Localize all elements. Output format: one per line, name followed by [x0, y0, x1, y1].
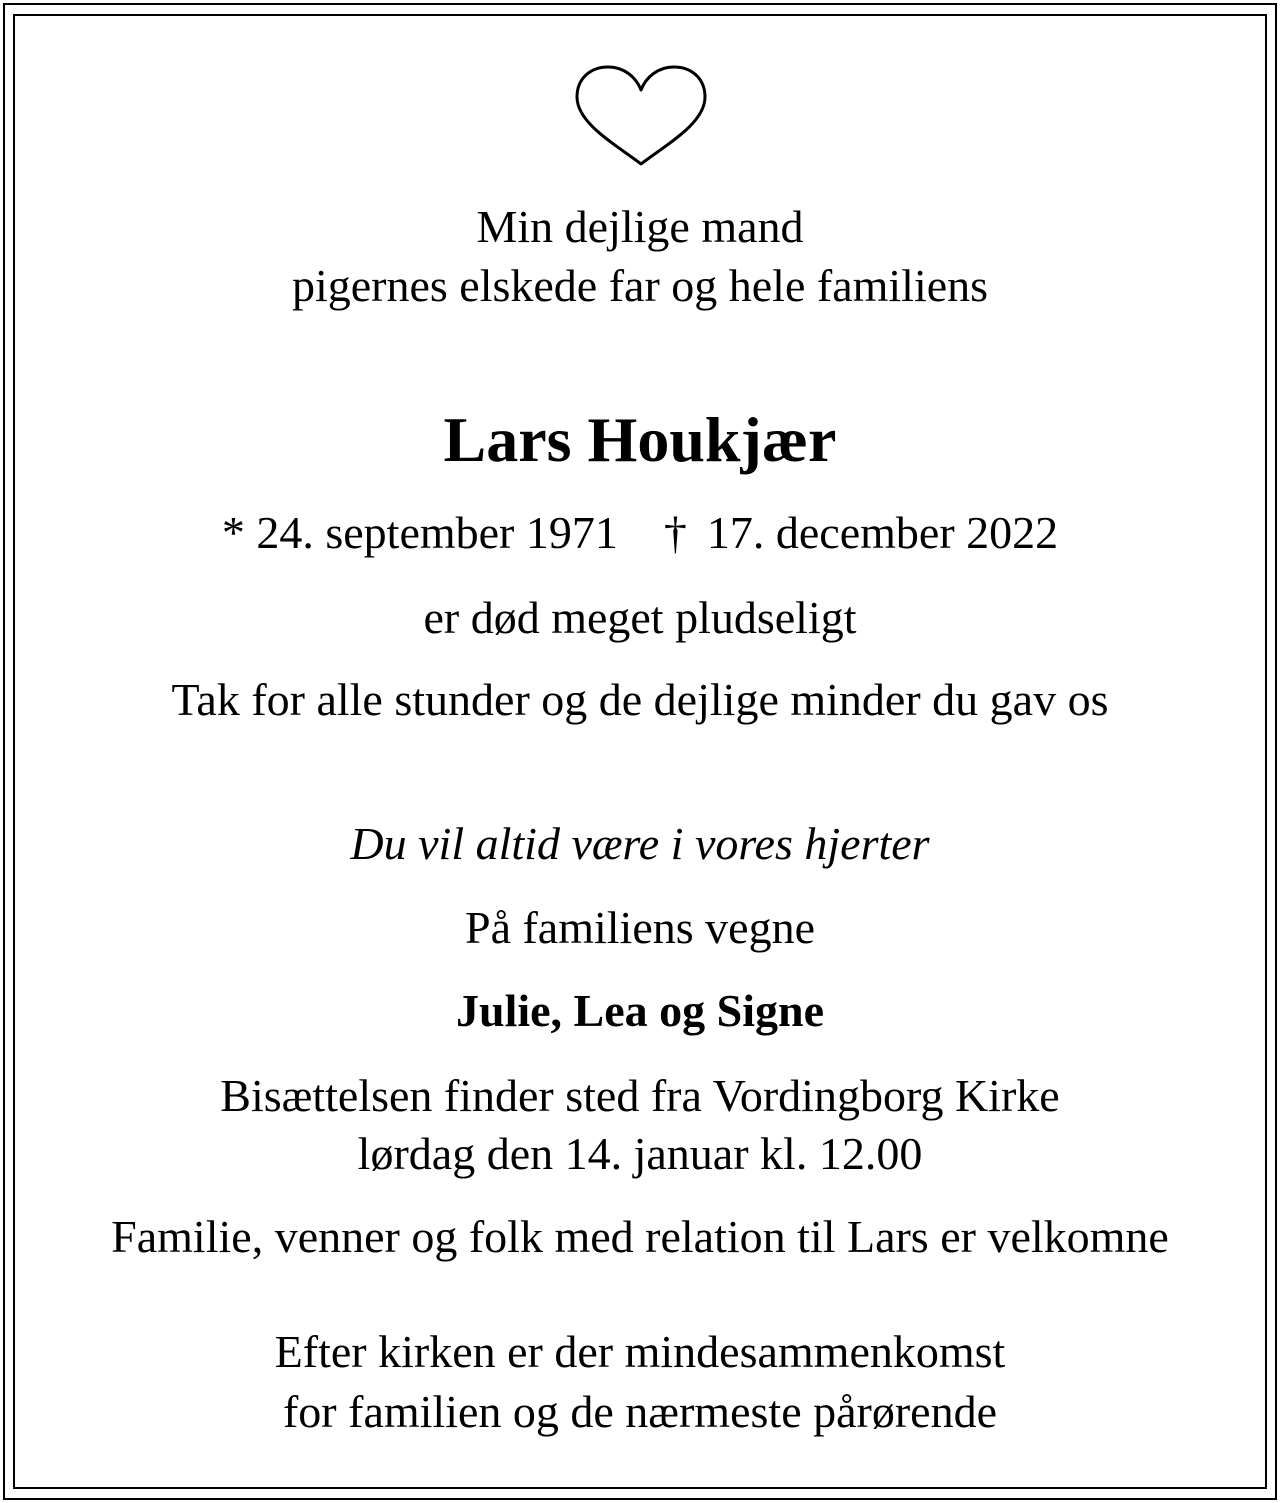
thanks-text: Tak for alle stunder og de dejlige minder du gav os: [171, 674, 1109, 725]
intro-line-1: Min dejlige mand: [476, 201, 804, 252]
after-line-1: Efter kirken er der mindesammenkomst: [274, 1326, 1006, 1377]
welcome-text: Familie, venner og folk med relation til Lars er velkomne: [111, 1211, 1169, 1262]
after-line-2: for familien og de nærmeste pårørende: [282, 1386, 997, 1437]
intro-line-2: pigernes elskede far og hele familiens: [291, 260, 989, 311]
life-dates: [0, 503, 1280, 563]
death-date: 17. december 2022: [706, 507, 1059, 558]
death-symbol: †: [663, 507, 687, 558]
heart-icon: [574, 64, 708, 168]
on-behalf-text: På familiens vegne: [464, 902, 815, 953]
birth-date: 24. september 1971: [256, 507, 618, 558]
signers-names: Julie, Lea og Signe: [455, 985, 825, 1036]
deceased-name: Lars Houkjær: [443, 404, 837, 475]
verse-text: Du vil altid være i vores hjerter: [350, 818, 930, 869]
funeral-line-1: Bisættelsen finder sted fra Vordingborg Kirke: [220, 1070, 1060, 1121]
funeral-line-2: lørdag den 14. januar kl. 12.00: [357, 1128, 923, 1179]
died-text: er død meget pludseligt: [423, 592, 857, 643]
birth-symbol: *: [221, 507, 245, 558]
